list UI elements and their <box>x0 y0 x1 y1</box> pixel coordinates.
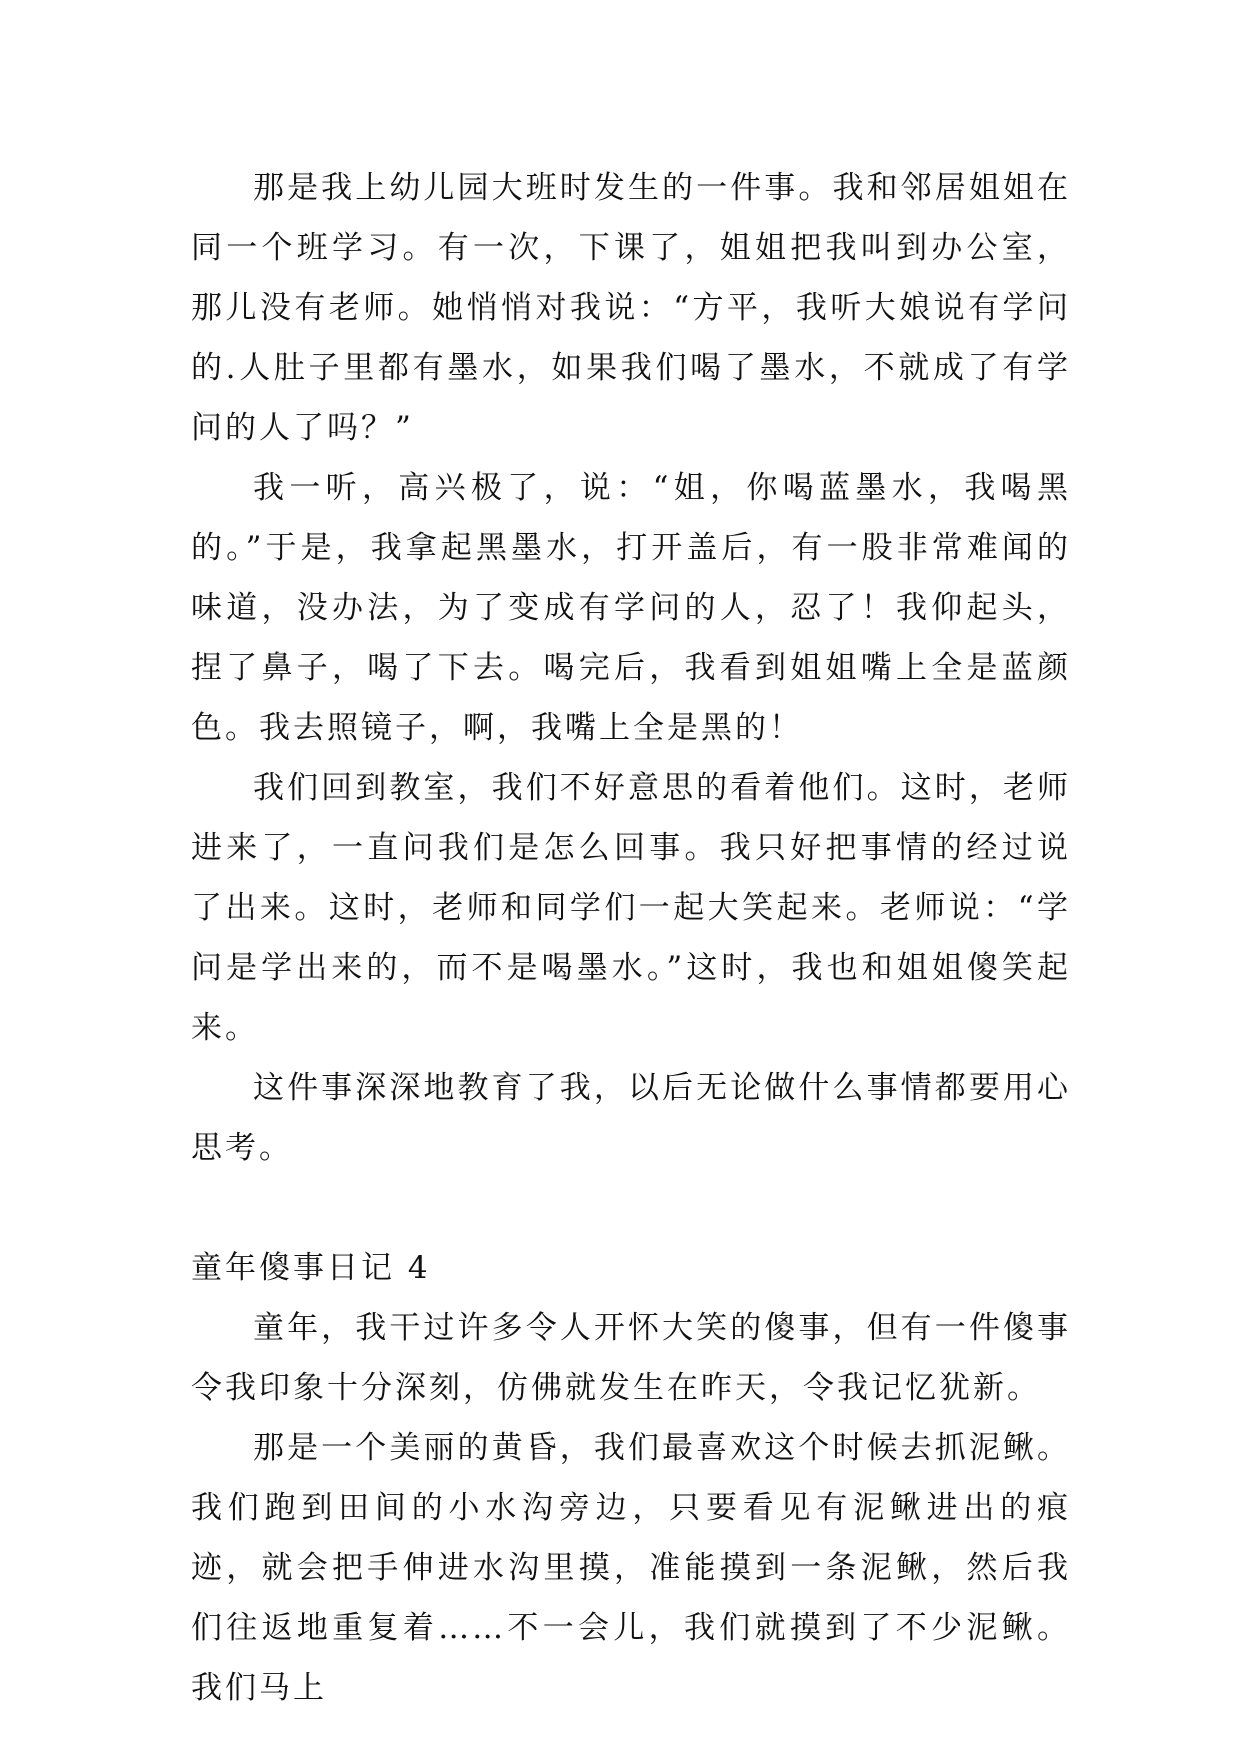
section-title: 童年傻事日记 4 <box>191 1250 431 1286</box>
paragraph-2: 我一听，高兴极了，说：“姐，你喝蓝墨水，我喝黑的。”于是，我拿起黑墨水，打开盖后，有一股非常难闻的味道，没办法，为了变成有学问的人，忍了！我仰起头，捏了鼻子，喝了下去。喝完后，我看到姐姐嘴上全是蓝颜色。我去照镜子，啊，我嘴上全是黑的！ <box>191 470 1071 746</box>
paragraph-5: 童年，我干过许多令人开怀大笑的傻事，但有一件傻事令我印象十分深刻，仿佛就发生在昨天，令我记忆犹新。 <box>191 1310 1071 1406</box>
paragraph-4: 这件事深深地教育了我，以后无论做什么事情都要用心思考。 <box>191 1070 1071 1166</box>
paragraph-6: 那是一个美丽的黄昏，我们最喜欢这个时候去抓泥鳅。我们跑到田间的小水沟旁边，只要看见有泥鳅进出的痕迹，就会把手伸进水沟里摸，准能摸到一条泥鳅，然后我们往返地重复着……不一会儿，我们就摸到了不少泥鳅。我们马上 <box>191 1430 1071 1706</box>
document-body <box>191 158 1071 1718</box>
paragraph-3: 我们回到教室，我们不好意思的看着他们。这时，老师进来了，一直问我们是怎么回事。我只好把事情的经过说了出来。这时，老师和同学们一起大笑起来。老师说：“学问是学出来的，而不是喝墨水。”这时，我也和姐姐傻笑起来。 <box>191 770 1071 1046</box>
paragraph-1: 那是我上幼儿园大班时发生的一件事。我和邻居姐姐在同一个班学习。有一次，下课了，姐姐把我叫到办公室，那儿没有老师。她悄悄对我说：“方平，我听大娘说有学问的.人肚子里都有墨水，如果我们喝了墨水，不就成了有学问的人了吗？” <box>191 170 1071 446</box>
